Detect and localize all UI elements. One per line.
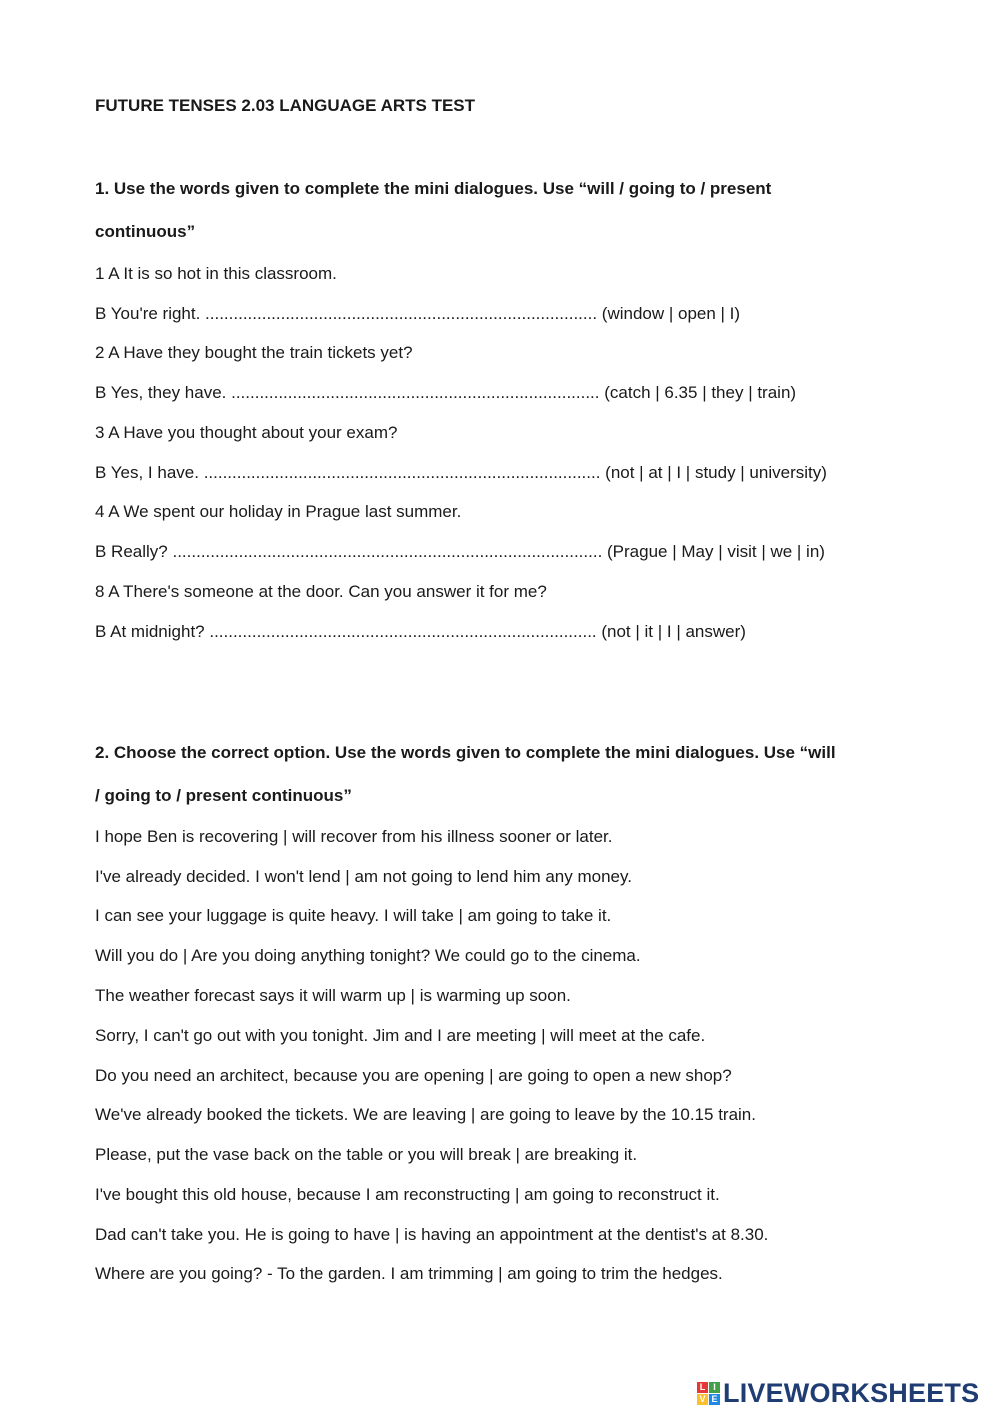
section1-line: 1 A It is so hot in this classroom. bbox=[95, 264, 337, 283]
section2-heading-line1: 2. Choose the correct option. Use the words given to complete the mini dialogues. Use “will bbox=[95, 743, 836, 762]
section1-line: 2 A Have they bought the train tickets yet? bbox=[95, 343, 413, 362]
section1-line: 8 A There's someone at the door. Can you answer it for me? bbox=[95, 582, 547, 601]
section1-heading-line1: 1. Use the words given to complete the mini dialogues. Use “will / going to / present bbox=[95, 179, 772, 198]
section1-line: B At midnight? .................................................................................. (not | it | I | answer) bbox=[95, 622, 746, 641]
section2-line: I can see your luggage is quite heavy. I will take | am going to take it. bbox=[95, 906, 612, 925]
logo-mark-letter: E bbox=[709, 1394, 720, 1405]
section2-line: Please, put the vase back on the table or you will break | are breaking it. bbox=[95, 1145, 638, 1164]
section2-line: I hope Ben is recovering | will recover from his illness sooner or later. bbox=[95, 827, 613, 846]
section2-line: Do you need an architect, because you are opening | are going to open a new shop? bbox=[95, 1066, 732, 1085]
section2-line: Sorry, I can't go out with you tonight. Jim and I are meeting | will meet at the cafe. bbox=[95, 1026, 706, 1045]
section1-line: B You're right. ................................................................................... (window | open | I) bbox=[95, 304, 741, 323]
section2-line: We've already booked the tickets. We are leaving | are going to leave by the 10.15 train. bbox=[95, 1105, 756, 1124]
section2-line: The weather forecast says it will warm up | is warming up soon. bbox=[95, 986, 571, 1005]
section1-line: B Yes, they have. .............................................................................. (catch | 6.35 | they | train) bbox=[95, 383, 797, 402]
liveworksheets-logo-text: LIVEWORKSHEETS bbox=[723, 1377, 980, 1408]
section1-line: B Really? ........................................................................................... (Prague | May | visit | we | in) bbox=[95, 542, 825, 561]
section1-line: 4 A We spent our holiday in Prague last summer. bbox=[95, 502, 462, 521]
section2-line: I've bought this old house, because I am reconstructing | am going to reconstruct it. bbox=[95, 1185, 720, 1204]
page-title: FUTURE TENSES 2.03 LANGUAGE ARTS TEST bbox=[95, 96, 476, 115]
logo-mark-letter: I bbox=[709, 1382, 720, 1393]
liveworksheets-logo bbox=[697, 1378, 979, 1408]
section2-line: I've already decided. I won't lend | am not going to lend him any money. bbox=[95, 867, 632, 886]
logo-mark-letter: V bbox=[697, 1394, 708, 1405]
section2-line: Will you do | Are you doing anything tonight? We could go to the cinema. bbox=[95, 946, 641, 965]
section2-line: Where are you going? - To the garden. I am trimming | am going to trim the hedges. bbox=[95, 1264, 723, 1283]
logo-mark-letter: L bbox=[697, 1382, 708, 1393]
section1-heading-line2: continuous” bbox=[95, 222, 196, 241]
liveworksheets-logo-mark-icon bbox=[697, 1382, 720, 1405]
section2-heading-line2: / going to / present continuous” bbox=[95, 786, 352, 805]
section2-line: Dad can't take you. He is going to have | is having an appointment at the dentist's at 8.30. bbox=[95, 1225, 769, 1244]
section1-line: B Yes, I have. .................................................................................... (not | at | I | study | university) bbox=[95, 463, 827, 482]
section1-line: 3 A Have you thought about your exam? bbox=[95, 423, 398, 442]
